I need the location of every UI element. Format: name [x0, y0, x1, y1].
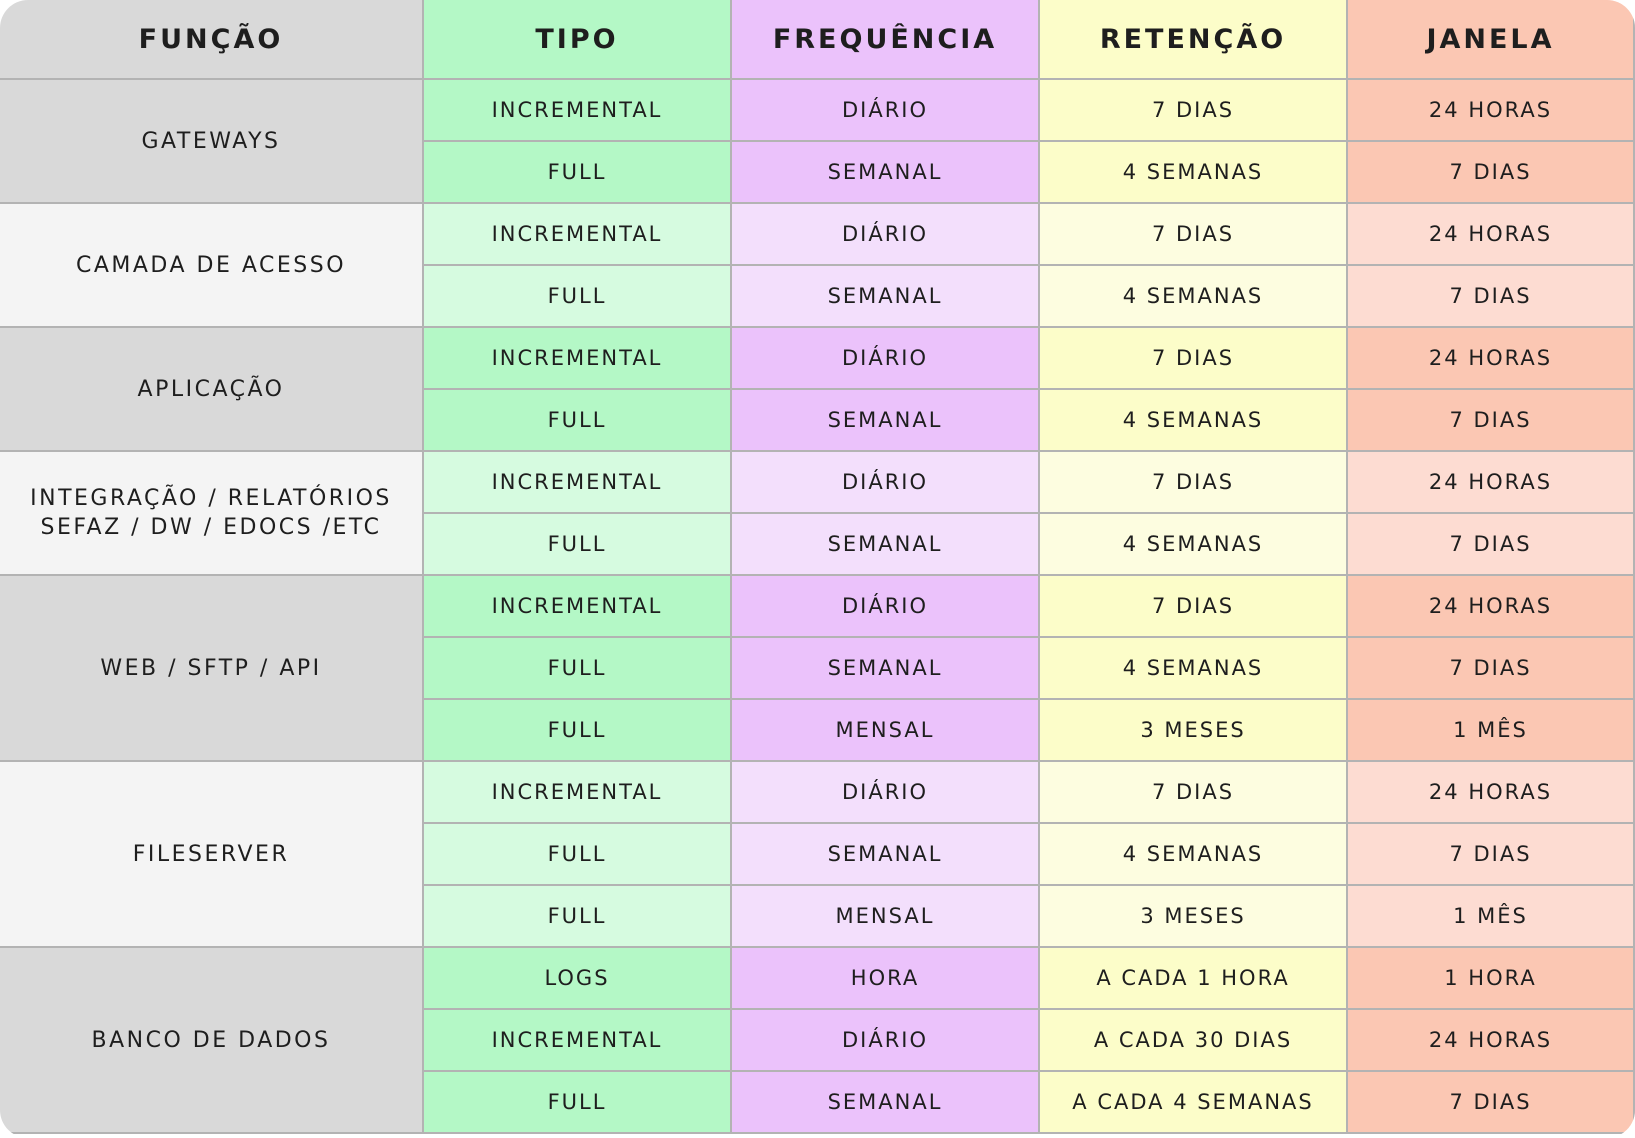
janela-cell: 7 DIAS — [1348, 824, 1635, 886]
tipo-cell: FULL — [424, 700, 732, 762]
retencao-cell: 4 SEMANAS — [1040, 266, 1348, 328]
tipo-cell: FULL — [424, 142, 732, 204]
function-cell: CAMADA DE ACESSO — [0, 204, 424, 328]
janela-cell: 7 DIAS — [1348, 638, 1635, 700]
frequencia-cell: SEMANAL — [732, 638, 1040, 700]
frequencia-cell: HORA — [732, 948, 1040, 1010]
tipo-cell: FULL — [424, 266, 732, 328]
tipo-cell: INCREMENTAL — [424, 762, 732, 824]
tipo-cell: FULL — [424, 390, 732, 452]
function-cell: INTEGRAÇÃO / RELATÓRIOS SEFAZ / DW / EDOCS /ETC — [0, 452, 424, 576]
frequencia-cell: DIÁRIO — [732, 452, 1040, 514]
tipo-cell: FULL — [424, 886, 732, 948]
retencao-cell: 3 MESES — [1040, 700, 1348, 762]
header-funcao: FUNÇÃO — [0, 0, 424, 80]
tipo-cell: LOGS — [424, 948, 732, 1010]
retencao-cell: 4 SEMANAS — [1040, 824, 1348, 886]
frequencia-cell: DIÁRIO — [732, 576, 1040, 638]
janela-cell: 1 HORA — [1348, 948, 1635, 1010]
tipo-cell: INCREMENTAL — [424, 80, 732, 142]
janela-cell: 1 MÊS — [1348, 886, 1635, 948]
retencao-cell: 7 DIAS — [1040, 204, 1348, 266]
tipo-cell: INCREMENTAL — [424, 576, 732, 638]
retencao-cell: 7 DIAS — [1040, 576, 1348, 638]
frequencia-cell: SEMANAL — [732, 514, 1040, 576]
frequencia-cell: DIÁRIO — [732, 762, 1040, 824]
janela-cell: 24 HORAS — [1348, 328, 1635, 390]
tipo-cell: FULL — [424, 824, 732, 886]
janela-cell: 7 DIAS — [1348, 266, 1635, 328]
retencao-cell: 4 SEMANAS — [1040, 514, 1348, 576]
retencao-cell: 7 DIAS — [1040, 80, 1348, 142]
retencao-cell: 4 SEMANAS — [1040, 142, 1348, 204]
header-retencao: RETENÇÃO — [1040, 0, 1348, 80]
tipo-cell: FULL — [424, 1072, 732, 1134]
header-frequencia: FREQUÊNCIA — [732, 0, 1040, 80]
janela-cell: 24 HORAS — [1348, 576, 1635, 638]
janela-cell: 24 HORAS — [1348, 204, 1635, 266]
frequencia-cell: SEMANAL — [732, 1072, 1040, 1134]
janela-cell: 24 HORAS — [1348, 80, 1635, 142]
function-cell: BANCO DE DADOS — [0, 948, 424, 1134]
tipo-cell: INCREMENTAL — [424, 1010, 732, 1072]
frequencia-cell: DIÁRIO — [732, 328, 1040, 390]
function-cell: WEB / SFTP / API — [0, 576, 424, 762]
frequencia-cell: MENSAL — [732, 886, 1040, 948]
frequencia-cell: MENSAL — [732, 700, 1040, 762]
header-janela: JANELA — [1348, 0, 1635, 80]
frequencia-cell: SEMANAL — [732, 142, 1040, 204]
retencao-cell: A CADA 4 SEMANAS — [1040, 1072, 1348, 1134]
frequencia-cell: DIÁRIO — [732, 1010, 1040, 1072]
retencao-cell: 4 SEMANAS — [1040, 638, 1348, 700]
janela-cell: 7 DIAS — [1348, 1072, 1635, 1134]
janela-cell: 7 DIAS — [1348, 142, 1635, 204]
retencao-cell: 7 DIAS — [1040, 452, 1348, 514]
function-cell: GATEWAYS — [0, 80, 424, 204]
janela-cell: 1 MÊS — [1348, 700, 1635, 762]
janela-cell: 24 HORAS — [1348, 1010, 1635, 1072]
retencao-cell: A CADA 30 DIAS — [1040, 1010, 1348, 1072]
frequencia-cell: SEMANAL — [732, 266, 1040, 328]
retencao-cell: 7 DIAS — [1040, 328, 1348, 390]
tipo-cell: FULL — [424, 514, 732, 576]
retencao-cell: A CADA 1 HORA — [1040, 948, 1348, 1010]
janela-cell: 24 HORAS — [1348, 452, 1635, 514]
tipo-cell: INCREMENTAL — [424, 452, 732, 514]
function-cell: APLICAÇÃO — [0, 328, 424, 452]
tipo-cell: INCREMENTAL — [424, 328, 732, 390]
header-tipo: TIPO — [424, 0, 732, 80]
janela-cell: 24 HORAS — [1348, 762, 1635, 824]
frequencia-cell: DIÁRIO — [732, 204, 1040, 266]
tipo-cell: FULL — [424, 638, 732, 700]
janela-cell: 7 DIAS — [1348, 390, 1635, 452]
janela-cell: 7 DIAS — [1348, 514, 1635, 576]
retencao-cell: 4 SEMANAS — [1040, 390, 1348, 452]
frequencia-cell: SEMANAL — [732, 824, 1040, 886]
frequencia-cell: SEMANAL — [732, 390, 1040, 452]
retencao-cell: 3 MESES — [1040, 886, 1348, 948]
retencao-cell: 7 DIAS — [1040, 762, 1348, 824]
tipo-cell: INCREMENTAL — [424, 204, 732, 266]
frequencia-cell: DIÁRIO — [732, 80, 1040, 142]
function-cell: FILESERVER — [0, 762, 424, 948]
